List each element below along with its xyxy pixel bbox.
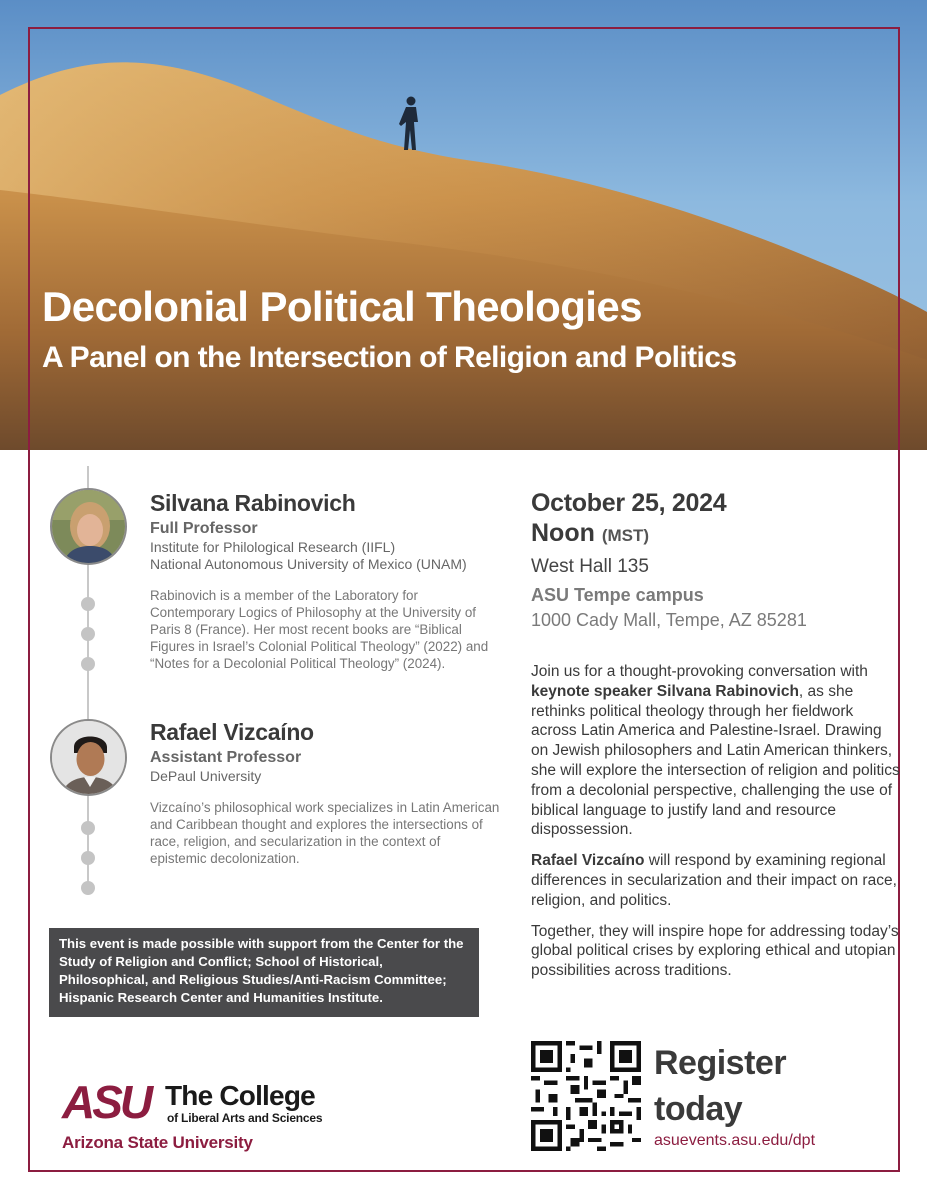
desert-dune-illustration (0, 0, 927, 450)
event-subtitle: A Panel on the Intersection of Religion and Politics (42, 341, 737, 374)
asu-college-logo[interactable] (62, 1078, 362, 1158)
timeline-dot (81, 851, 95, 865)
hero-image (0, 0, 927, 450)
portrait-image (52, 490, 127, 565)
event-time: Noon (MST) (531, 519, 650, 547)
event-description (531, 662, 901, 992)
timeline-dot (81, 881, 95, 895)
asu-logo-mark: ASU (62, 1076, 151, 1128)
speaker-role: Full Professor (150, 520, 258, 537)
register-heading: Register today (654, 1044, 787, 1128)
speaker-name: Rafael Vizcaíno (150, 719, 314, 745)
event-campus: ASU Tempe campus (531, 585, 704, 605)
speaker-bio: Rabinovich is a member of the Laboratory for Contemporary Logics of Philosophy at the University of Paris 8 (France). Her most recent books are “Biblical Figures in Israel’s Colonial Political Theology” (2022) and “Notes for a Decolonial Political Theology” (2024). (150, 588, 489, 671)
timeline-dot (81, 597, 95, 611)
speaker-2 (150, 718, 500, 867)
speaker-name: Silvana Rabinovich (150, 490, 356, 516)
description-paragraph: Join us for a thought-provoking conversation with keynote speaker Silvana Rabinovich, as she rethinks political theology through her fieldwork across Latin America and Palestine-Israel. Drawing on Jewish philosophers and Latin American thinkers, she will explore the intersection of religion and politics from a decolonial perspective, challenging the use of biblical language to justify land and resource dispossession. (531, 663, 900, 839)
speaker-1 (150, 489, 500, 672)
qr-code-icon[interactable] (531, 1041, 641, 1151)
qr-code-graphic (531, 1041, 641, 1151)
event-timezone: (MST) (601, 526, 650, 545)
college-subname: of Liberal Arts and Sciences (167, 1111, 323, 1125)
avatar-rafael-vizcaino (50, 719, 127, 796)
speaker-affiliation: National Autonomous University of Mexico (UNAM) (150, 556, 467, 572)
event-date: October 25, 2024 (531, 489, 727, 517)
event-address: 1000 Cady Mall, Tempe, AZ 85281 (531, 610, 807, 630)
register-link[interactable]: asuevents.asu.edu/dpt (654, 1132, 816, 1149)
event-title: Decolonial Political Theologies (42, 283, 642, 330)
timeline-dot (81, 657, 95, 671)
speaker-affiliation: DePaul University (150, 768, 262, 784)
description-paragraph: Together, they will inspire hope for addressing today’s global political crises by exploring ethical and utopian possibilities across traditions. (531, 922, 899, 980)
speaker-bio: Vizcaíno’s philosophical work specializes in Latin American and Caribbean thought and explores the intersections of race, religion, and secularization in the context of epistemic decolonization. (150, 800, 500, 866)
description-paragraph: Rafael Vizcaíno will respond by examining regional differences in secularization and their impact on race, religion, and politics. (531, 852, 897, 909)
portrait-image (52, 721, 127, 796)
avatar-silvana-rabinovich (50, 488, 127, 565)
sponsor-note: This event is made possible with support from the Center for the Study of Religion and Conflict; School of Historical, Philosophical, and Religious Studies/Anti-Racism Committee; Hispanic Research Center and Humanities Institute. (49, 928, 479, 1017)
event-details (531, 488, 891, 631)
timeline-dot (81, 821, 95, 835)
speaker-affiliation: Institute for Philological Research (IIFL) (150, 539, 396, 555)
university-name: Arizona State University (62, 1133, 253, 1152)
college-name: The College (165, 1080, 315, 1111)
event-room: West Hall 135 (531, 556, 649, 577)
timeline-dot (81, 627, 95, 641)
speaker-role: Assistant Professor (150, 749, 302, 766)
